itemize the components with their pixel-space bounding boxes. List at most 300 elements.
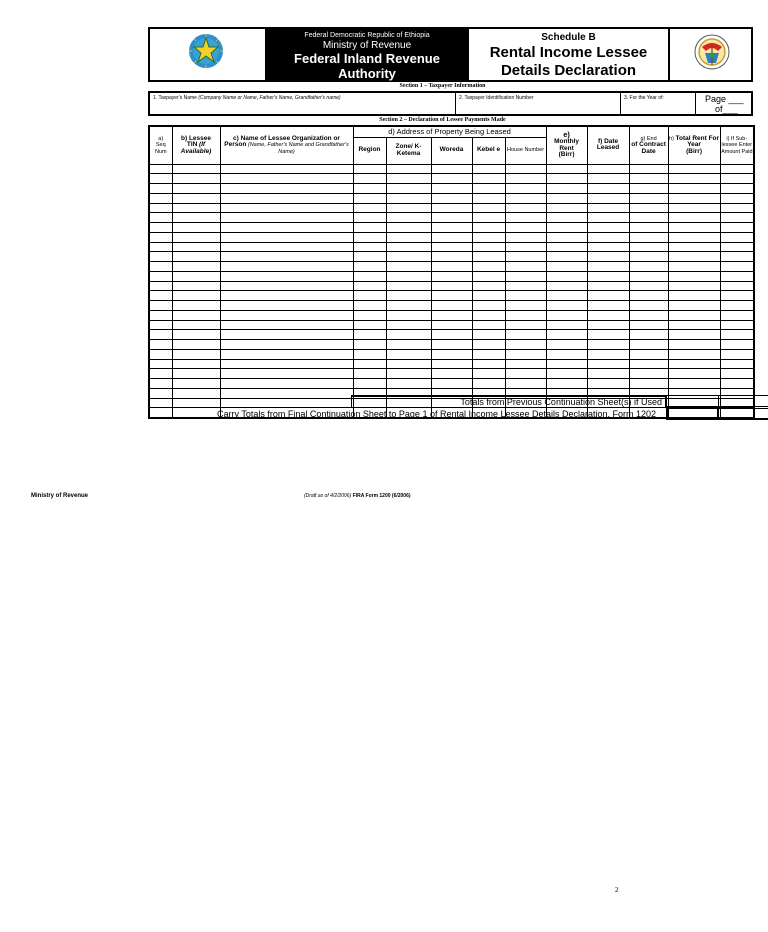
table-cell[interactable] [431, 291, 472, 301]
table-cell[interactable] [546, 271, 587, 281]
table-cell[interactable] [149, 330, 172, 340]
table-cell[interactable] [353, 174, 386, 184]
table-cell[interactable] [587, 310, 629, 320]
table-cell[interactable] [720, 310, 754, 320]
table-cell[interactable] [172, 252, 220, 262]
table-cell[interactable] [505, 262, 546, 272]
table-cell[interactable] [720, 232, 754, 242]
table-cell[interactable] [505, 242, 546, 252]
table-cell[interactable] [431, 252, 472, 262]
table-cell[interactable] [149, 232, 172, 242]
table-cell[interactable] [431, 193, 472, 203]
table-cell[interactable] [720, 281, 754, 291]
table-cell[interactable] [386, 203, 431, 213]
table-cell[interactable] [149, 184, 172, 194]
table-cell[interactable] [220, 193, 353, 203]
table-cell[interactable] [720, 349, 754, 359]
table-cell[interactable] [587, 223, 629, 233]
table-cell[interactable] [172, 203, 220, 213]
table-cell[interactable] [587, 291, 629, 301]
table-cell[interactable] [629, 184, 668, 194]
table-cell[interactable] [629, 320, 668, 330]
table-cell[interactable] [386, 193, 431, 203]
table-cell[interactable] [720, 213, 754, 223]
table-cell[interactable] [353, 281, 386, 291]
table-cell[interactable] [629, 252, 668, 262]
table-cell[interactable] [353, 184, 386, 194]
table-cell[interactable] [386, 174, 431, 184]
table-cell[interactable] [431, 242, 472, 252]
table-cell[interactable] [149, 242, 172, 252]
table-cell[interactable] [720, 291, 754, 301]
table-cell[interactable] [149, 281, 172, 291]
table-cell[interactable] [720, 271, 754, 281]
table-cell[interactable] [353, 242, 386, 252]
table-cell[interactable] [668, 349, 720, 359]
table-cell[interactable] [472, 349, 505, 359]
table-cell[interactable] [546, 369, 587, 379]
table-cell[interactable] [386, 184, 431, 194]
table-cell[interactable] [220, 320, 353, 330]
table-cell[interactable] [720, 359, 754, 369]
table-cell[interactable] [546, 349, 587, 359]
table-cell[interactable] [505, 330, 546, 340]
table-cell[interactable] [220, 349, 353, 359]
table-cell[interactable] [505, 213, 546, 223]
table-cell[interactable] [472, 291, 505, 301]
table-cell[interactable] [149, 291, 172, 301]
table-cell[interactable] [220, 262, 353, 272]
table-cell[interactable] [386, 359, 431, 369]
table-cell[interactable] [505, 359, 546, 369]
table-cell[interactable] [149, 408, 172, 418]
table-cell[interactable] [472, 242, 505, 252]
table-cell[interactable] [472, 203, 505, 213]
table-cell[interactable] [431, 301, 472, 311]
table-cell[interactable] [172, 320, 220, 330]
table-cell[interactable] [431, 349, 472, 359]
table-cell[interactable] [172, 213, 220, 223]
table-cell[interactable] [172, 330, 220, 340]
table-cell[interactable] [172, 291, 220, 301]
table-cell[interactable] [629, 310, 668, 320]
table-cell[interactable] [353, 223, 386, 233]
table-cell[interactable] [629, 242, 668, 252]
total-rent-carry-field[interactable] [666, 408, 719, 420]
table-cell[interactable] [629, 203, 668, 213]
table-cell[interactable] [629, 291, 668, 301]
table-cell[interactable] [505, 320, 546, 330]
table-cell[interactable] [720, 174, 754, 184]
table-cell[interactable] [546, 340, 587, 350]
table-cell[interactable] [220, 291, 353, 301]
table-cell[interactable] [587, 320, 629, 330]
table-cell[interactable] [353, 271, 386, 281]
table-cell[interactable] [472, 330, 505, 340]
table-cell[interactable] [220, 310, 353, 320]
table-cell[interactable] [149, 379, 172, 389]
table-cell[interactable] [172, 242, 220, 252]
table-cell[interactable] [149, 164, 172, 174]
table-cell[interactable] [668, 164, 720, 174]
table-cell[interactable] [172, 193, 220, 203]
table-cell[interactable] [472, 164, 505, 174]
table-cell[interactable] [172, 262, 220, 272]
table-cell[interactable] [386, 242, 431, 252]
table-cell[interactable] [353, 379, 386, 389]
table-cell[interactable] [386, 262, 431, 272]
table-cell[interactable] [386, 369, 431, 379]
table-cell[interactable] [431, 379, 472, 389]
table-cell[interactable] [668, 232, 720, 242]
table-cell[interactable] [431, 369, 472, 379]
table-cell[interactable] [668, 359, 720, 369]
table-cell[interactable] [629, 232, 668, 242]
table-cell[interactable] [172, 174, 220, 184]
table-cell[interactable] [149, 262, 172, 272]
table-cell[interactable] [720, 330, 754, 340]
table-cell[interactable] [505, 271, 546, 281]
table-cell[interactable] [720, 262, 754, 272]
table-cell[interactable] [505, 379, 546, 389]
table-cell[interactable] [668, 301, 720, 311]
table-cell[interactable] [172, 271, 220, 281]
table-cell[interactable] [172, 164, 220, 174]
table-cell[interactable] [587, 232, 629, 242]
table-cell[interactable] [629, 330, 668, 340]
table-cell[interactable] [353, 320, 386, 330]
table-cell[interactable] [353, 291, 386, 301]
table-cell[interactable] [668, 184, 720, 194]
table-cell[interactable] [172, 301, 220, 311]
table-cell[interactable] [546, 330, 587, 340]
table-cell[interactable] [220, 213, 353, 223]
table-cell[interactable] [220, 271, 353, 281]
table-cell[interactable] [629, 174, 668, 184]
tin-field[interactable] [456, 93, 621, 114]
table-cell[interactable] [172, 379, 220, 389]
table-cell[interactable] [386, 223, 431, 233]
table-cell[interactable] [220, 281, 353, 291]
table-cell[interactable] [668, 271, 720, 281]
table-cell[interactable] [505, 281, 546, 291]
table-cell[interactable] [720, 340, 754, 350]
table-cell[interactable] [472, 301, 505, 311]
table-cell[interactable] [431, 184, 472, 194]
table-cell[interactable] [472, 340, 505, 350]
table-cell[interactable] [220, 223, 353, 233]
table-cell[interactable] [149, 203, 172, 213]
table-cell[interactable] [587, 340, 629, 350]
table-cell[interactable] [220, 252, 353, 262]
table-cell[interactable] [505, 291, 546, 301]
table-cell[interactable] [472, 223, 505, 233]
table-cell[interactable] [720, 301, 754, 311]
table-cell[interactable] [353, 213, 386, 223]
table-cell[interactable] [629, 281, 668, 291]
table-cell[interactable] [431, 164, 472, 174]
table-cell[interactable] [472, 320, 505, 330]
table-cell[interactable] [353, 203, 386, 213]
sublessee-previous-field[interactable] [718, 395, 768, 407]
table-cell[interactable] [472, 271, 505, 281]
table-cell[interactable] [353, 164, 386, 174]
table-cell[interactable] [149, 223, 172, 233]
table-cell[interactable] [668, 262, 720, 272]
table-cell[interactable] [546, 242, 587, 252]
table-cell[interactable] [587, 164, 629, 174]
table-cell[interactable] [668, 203, 720, 213]
table-cell[interactable] [720, 379, 754, 389]
table-cell[interactable] [668, 310, 720, 320]
table-cell[interactable] [505, 203, 546, 213]
table-cell[interactable] [668, 223, 720, 233]
table-cell[interactable] [505, 184, 546, 194]
table-cell[interactable] [220, 184, 353, 194]
table-cell[interactable] [720, 203, 754, 213]
table-cell[interactable] [668, 252, 720, 262]
table-cell[interactable] [668, 213, 720, 223]
table-cell[interactable] [149, 359, 172, 369]
table-cell[interactable] [587, 242, 629, 252]
table-cell[interactable] [668, 379, 720, 389]
table-cell[interactable] [386, 213, 431, 223]
table-cell[interactable] [629, 379, 668, 389]
table-cell[interactable] [220, 203, 353, 213]
table-cell[interactable] [546, 262, 587, 272]
table-cell[interactable] [629, 262, 668, 272]
table-cell[interactable] [149, 340, 172, 350]
table-cell[interactable] [172, 398, 220, 408]
table-cell[interactable] [587, 359, 629, 369]
table-cell[interactable] [587, 252, 629, 262]
table-cell[interactable] [546, 310, 587, 320]
table-cell[interactable] [353, 359, 386, 369]
table-cell[interactable] [629, 340, 668, 350]
table-cell[interactable] [668, 320, 720, 330]
table-cell[interactable] [472, 310, 505, 320]
table-cell[interactable] [431, 320, 472, 330]
table-cell[interactable] [149, 320, 172, 330]
table-cell[interactable] [505, 301, 546, 311]
table-cell[interactable] [386, 340, 431, 350]
table-cell[interactable] [386, 164, 431, 174]
table-cell[interactable] [720, 242, 754, 252]
table-cell[interactable] [431, 340, 472, 350]
table-cell[interactable] [149, 388, 172, 398]
table-cell[interactable] [472, 213, 505, 223]
table-cell[interactable] [505, 310, 546, 320]
table-cell[interactable] [720, 320, 754, 330]
table-cell[interactable] [353, 369, 386, 379]
table-cell[interactable] [172, 340, 220, 350]
table-cell[interactable] [386, 310, 431, 320]
table-cell[interactable] [472, 379, 505, 389]
total-rent-previous-field[interactable] [666, 395, 719, 407]
table-cell[interactable] [172, 223, 220, 233]
table-cell[interactable] [149, 369, 172, 379]
table-cell[interactable] [472, 252, 505, 262]
table-cell[interactable] [505, 369, 546, 379]
table-cell[interactable] [149, 301, 172, 311]
table-cell[interactable] [505, 252, 546, 262]
table-cell[interactable] [172, 369, 220, 379]
table-cell[interactable] [546, 320, 587, 330]
table-cell[interactable] [431, 223, 472, 233]
table-cell[interactable] [587, 174, 629, 184]
table-cell[interactable] [386, 291, 431, 301]
table-cell[interactable] [149, 310, 172, 320]
table-cell[interactable] [587, 301, 629, 311]
table-cell[interactable] [353, 330, 386, 340]
table-cell[interactable] [431, 281, 472, 291]
table-cell[interactable] [629, 301, 668, 311]
table-cell[interactable] [629, 359, 668, 369]
table-cell[interactable] [546, 174, 587, 184]
table-cell[interactable] [587, 271, 629, 281]
table-cell[interactable] [353, 262, 386, 272]
table-cell[interactable] [386, 301, 431, 311]
table-cell[interactable] [546, 223, 587, 233]
table-cell[interactable] [668, 242, 720, 252]
table-cell[interactable] [505, 174, 546, 184]
table-cell[interactable] [546, 252, 587, 262]
table-cell[interactable] [353, 310, 386, 320]
table-cell[interactable] [172, 349, 220, 359]
table-cell[interactable] [472, 359, 505, 369]
table-cell[interactable] [149, 174, 172, 184]
table-cell[interactable] [629, 369, 668, 379]
table-cell[interactable] [587, 281, 629, 291]
table-cell[interactable] [386, 349, 431, 359]
table-cell[interactable] [668, 281, 720, 291]
table-cell[interactable] [546, 164, 587, 174]
table-cell[interactable] [587, 369, 629, 379]
table-cell[interactable] [505, 164, 546, 174]
table-cell[interactable] [505, 223, 546, 233]
table-cell[interactable] [386, 320, 431, 330]
table-cell[interactable] [149, 252, 172, 262]
table-cell[interactable] [546, 203, 587, 213]
table-cell[interactable] [472, 184, 505, 194]
table-cell[interactable] [149, 271, 172, 281]
table-cell[interactable] [149, 213, 172, 223]
table-cell[interactable] [720, 252, 754, 262]
table-cell[interactable] [629, 213, 668, 223]
taxpayer-name-field[interactable] [150, 93, 456, 114]
table-cell[interactable] [505, 232, 546, 242]
table-cell[interactable] [220, 301, 353, 311]
table-cell[interactable] [720, 184, 754, 194]
table-cell[interactable] [546, 184, 587, 194]
table-cell[interactable] [353, 340, 386, 350]
table-cell[interactable] [431, 203, 472, 213]
table-cell[interactable] [220, 359, 353, 369]
table-cell[interactable] [386, 252, 431, 262]
table-cell[interactable] [629, 164, 668, 174]
table-cell[interactable] [587, 213, 629, 223]
table-cell[interactable] [587, 203, 629, 213]
table-cell[interactable] [386, 281, 431, 291]
table-cell[interactable] [386, 330, 431, 340]
table-cell[interactable] [431, 359, 472, 369]
table-cell[interactable] [220, 398, 353, 408]
table-cell[interactable] [668, 174, 720, 184]
table-cell[interactable] [431, 262, 472, 272]
table-cell[interactable] [472, 193, 505, 203]
table-cell[interactable] [353, 301, 386, 311]
table-cell[interactable] [505, 193, 546, 203]
table-cell[interactable] [172, 281, 220, 291]
table-cell[interactable] [172, 388, 220, 398]
table-cell[interactable] [431, 213, 472, 223]
table-cell[interactable] [546, 301, 587, 311]
table-cell[interactable] [629, 223, 668, 233]
table-cell[interactable] [505, 340, 546, 350]
table-cell[interactable] [720, 223, 754, 233]
table-cell[interactable] [720, 164, 754, 174]
table-cell[interactable] [353, 232, 386, 242]
table-cell[interactable] [668, 291, 720, 301]
table-cell[interactable] [587, 184, 629, 194]
table-cell[interactable] [431, 174, 472, 184]
table-cell[interactable] [149, 349, 172, 359]
table-cell[interactable] [629, 271, 668, 281]
table-cell[interactable] [353, 252, 386, 262]
table-cell[interactable] [220, 340, 353, 350]
table-cell[interactable] [220, 232, 353, 242]
table-cell[interactable] [668, 193, 720, 203]
table-cell[interactable] [472, 262, 505, 272]
table-cell[interactable] [149, 193, 172, 203]
table-cell[interactable] [353, 349, 386, 359]
table-cell[interactable] [587, 379, 629, 389]
table-cell[interactable] [220, 388, 353, 398]
table-cell[interactable] [149, 398, 172, 408]
table-cell[interactable] [472, 232, 505, 242]
table-cell[interactable] [472, 369, 505, 379]
table-cell[interactable] [431, 271, 472, 281]
sublessee-carry-field[interactable] [718, 408, 768, 420]
table-cell[interactable] [472, 174, 505, 184]
table-cell[interactable] [546, 281, 587, 291]
table-cell[interactable] [720, 193, 754, 203]
table-cell[interactable] [629, 349, 668, 359]
table-cell[interactable] [546, 232, 587, 242]
table-cell[interactable] [668, 369, 720, 379]
table-cell[interactable] [431, 310, 472, 320]
table-cell[interactable] [546, 359, 587, 369]
table-cell[interactable] [505, 349, 546, 359]
table-cell[interactable] [587, 193, 629, 203]
table-cell[interactable] [629, 193, 668, 203]
table-cell[interactable] [546, 213, 587, 223]
table-cell[interactable] [546, 193, 587, 203]
table-cell[interactable] [386, 232, 431, 242]
table-cell[interactable] [220, 242, 353, 252]
year-field[interactable] [621, 93, 696, 114]
table-cell[interactable] [587, 330, 629, 340]
page-of-field[interactable] [705, 94, 744, 114]
table-cell[interactable] [172, 310, 220, 320]
table-cell[interactable] [386, 271, 431, 281]
table-cell[interactable] [172, 359, 220, 369]
table-cell[interactable] [587, 349, 629, 359]
table-cell[interactable] [668, 330, 720, 340]
table-cell[interactable] [220, 330, 353, 340]
table-cell[interactable] [353, 193, 386, 203]
table-cell[interactable] [220, 369, 353, 379]
